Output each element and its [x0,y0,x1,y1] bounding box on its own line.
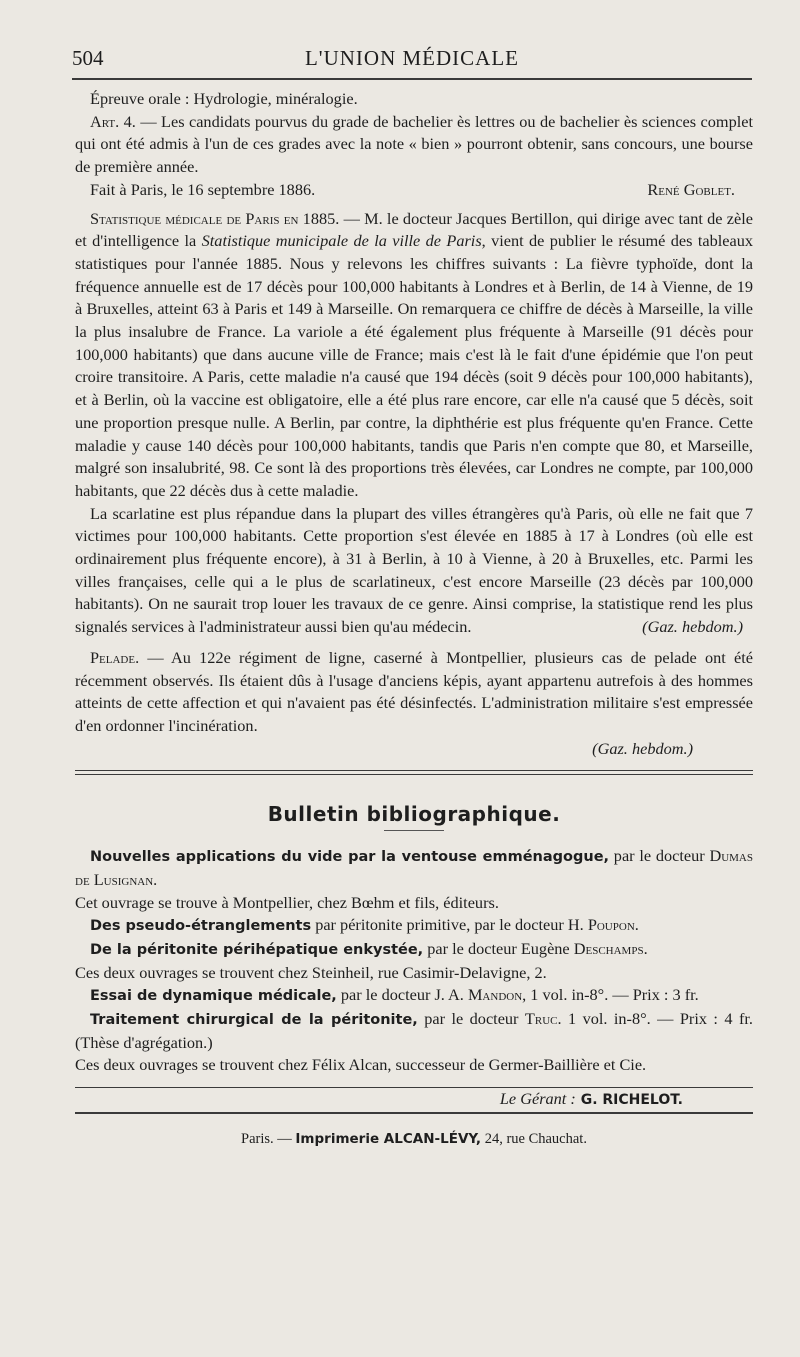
signature-place-date: Fait à Paris, le 16 septembre 1886. [90,179,316,199]
footer-block [75,1087,753,1150]
statistique-paragraph [75,208,753,503]
pelade-paragraph [75,647,753,738]
gerant-name: G. RICHELOT. [575,1092,683,1109]
article-4-label: Art. 4. [90,111,136,131]
bib-item-3-note: Ces deux ouvrages se trouvent chez Steinheil, rue Casimir-Delavigne, 2. [75,962,547,982]
bulletin-title-rule [384,830,444,831]
bib-item-5-text-post: 1 vol. in-8°. — Prix : 4 fr. (Thèse d'agrégation.) [75,1009,753,1052]
imprint-name: Imprimerie ALCAN-LÉVY, [295,1130,482,1147]
bib-item-5 [75,1008,753,1077]
pelade-heading: Pelade. [90,647,140,667]
bib-item-4-author: Mandon, [467,985,527,1005]
pelade-text: — Au 122e régiment de ligne, caserné à Montpellier, plusieurs cas de pelade ont été récemment observés. Ils étaient dûs à l'usage d'anciens képis, ayant appartenu autrefois à des hommes atteints de cette affection et qui n'avaient pas été désinfectés. L'administration militaire s'est empressée d'en ordonner l'incinération. [75,647,753,735]
signature-line [75,179,753,202]
bib-item-1 [75,845,753,914]
bib-item-5-author: Truc. [524,1009,562,1029]
bib-item-3-text: par le docteur Eugène [423,938,574,958]
bib-item-4-text-post: 1 vol. in-8°. — Prix : 3 fr. [526,985,699,1005]
imprint-line [75,1128,753,1151]
bib-item-4-text-pre: par le docteur J. A. [336,985,468,1005]
statistique-text-after: , vient de publier le résumé des tableaux statistiques pour l'année 1885. Nous y relevons les chiffres suivants : La fièvre typhoïde, dont la fréquence annuelle est de 17 décès pour 100,000 habitants à Londres et à Berlin, de 14 à Vienne, de 19 à Bruxelles, atteint 63 à Paris et 149 à Marseille. On remarquera ce chiffre de décès à Marseille, la ville la plus insalubre de France. La variole a été également plus fréquente à Marseille (91 décès pour 100,000 habitants) que dans aucune ville de France; mais c'est là le fait d'une épidémie que l'on peut croire transitoire. A Paris, cette maladie n'a causé que 194 décès (soit 9 décès pour 100,000 habitants), et à Berlin, où la vaccine est obligatoire, elle a été plus rare encore, car elle n'a causé que 5 décès, soit une proportion presque nulle. A Berlin, par contre, la diphthérie est plus fréquente qu'en France. Cette maladie y cause 140 décès pour 100,000 habitants, tandis que Paris n'en compte que 80, et Marseille, malgré son insalubrité, 98. Ce sont là des proportions très élevées, car Londres ne compte, par 100,000 habitants, que 22 décès dus à cette maladie. [75,231,754,500]
statistique-text-before: M. le docteur Jacques Bertillon, qui dirige avec tant de zèle et d'intelligence la [75,208,753,251]
imprint-pre: Paris. — [241,1130,296,1147]
bib-item-2-title: Des pseudo-étranglements [90,918,312,935]
bib-item-5-note: Ces deux ouvrages se trouvent chez Félix Alcan, successeur de Germer-Baillière et Cie. [75,1055,647,1075]
gerant-line [75,1088,753,1112]
bib-item-3-author: Deschamps. [573,938,648,958]
pelade-source-text: (Gaz. hebdom.) [592,738,693,758]
article-4-text: — Les candidats pourvus du grade de bachelier ès lettres ou de bachelier ès sciences complet qui ont été admis à l'un de ces grades avec la note « bien » pourront obtenir, sans concours, une bourse de première année. [75,111,753,177]
body-text [75,88,753,1151]
bib-item-1-author: Dumas de Lusignan. [75,846,753,889]
bib-item-5-title: Traitement chirurgical de la péritonite, [90,1012,418,1029]
statistique-heading: Statistique médicale de Paris en [90,208,299,228]
epreuve-line: Épreuve orale : Hydrologie, minéralogie. [90,89,358,108]
statistique-heading-year: 1885. — [298,208,360,228]
page-header [72,42,752,76]
signature-name: René Goblet. [647,179,735,199]
bib-item-3-title: De la péritonite périhépatique enkystée, [90,941,424,958]
article-4-paragraph [75,111,753,179]
bib-item-1-title: Nouvelles applications du vide par la ventouse emménagogue, [90,849,610,866]
section-double-rule [75,770,753,775]
bib-item-1-author-pre: par le docteur [609,846,710,866]
bulletin-title: Bulletin bibliographique. [267,802,561,827]
bib-item-1-note: Cet ouvrage se trouve à Montpellier, chez Bœhm et fils, éditeurs. [75,892,499,912]
statistique-italic-title: Statistique municipale de la ville de Paris [201,231,482,251]
imprint-rule [75,1112,753,1114]
scarlatine-paragraph: La scarlatine est plus répandue dans la plupart des villes étrangères qu'à Paris, où elle ne fait que 7 victimes pour 100,000 habitants. Cette proportion s'est élevée en 1885 à 17 à Londres (où elle est ordinairement plus fréquente encore), à 31 à Berlin, à 10 à Vienne, à 20 à Bruxelles, etc. Parmi les villes françaises, celle qui a le plus de scarlatineux, c'est encore Marseille (23 décès par 100,000 habitants). On ne saurait trop louer les travaux de ce genre. Ainsi comprise, la statistique rend les plus signalés services à l'administrateur aussi bien qu'au médecin. [75,503,753,637]
statistique-source-text: (Gaz. hebdom.) [642,617,743,637]
gerant-label: Le Gérant : [499,1089,576,1109]
bib-item-4-title: Essai de dynamique médicale, [90,988,337,1005]
bib-item-2-text: par péritonite primitive, par le docteur H. [311,915,588,935]
bib-item-3 [75,938,753,984]
bib-item-2 [75,914,753,938]
running-title: L'UNION MÉDICALE [304,46,519,70]
bib-item-4 [75,984,753,1008]
pelade-source [75,738,753,761]
imprint-post: 24, rue Chauchat. [481,1130,587,1147]
header-rule [72,78,752,80]
bib-item-5-text-pre: par le docteur [417,1009,525,1029]
bib-item-2-author: Poupon. [587,915,639,935]
page-number: 504 [72,46,104,70]
